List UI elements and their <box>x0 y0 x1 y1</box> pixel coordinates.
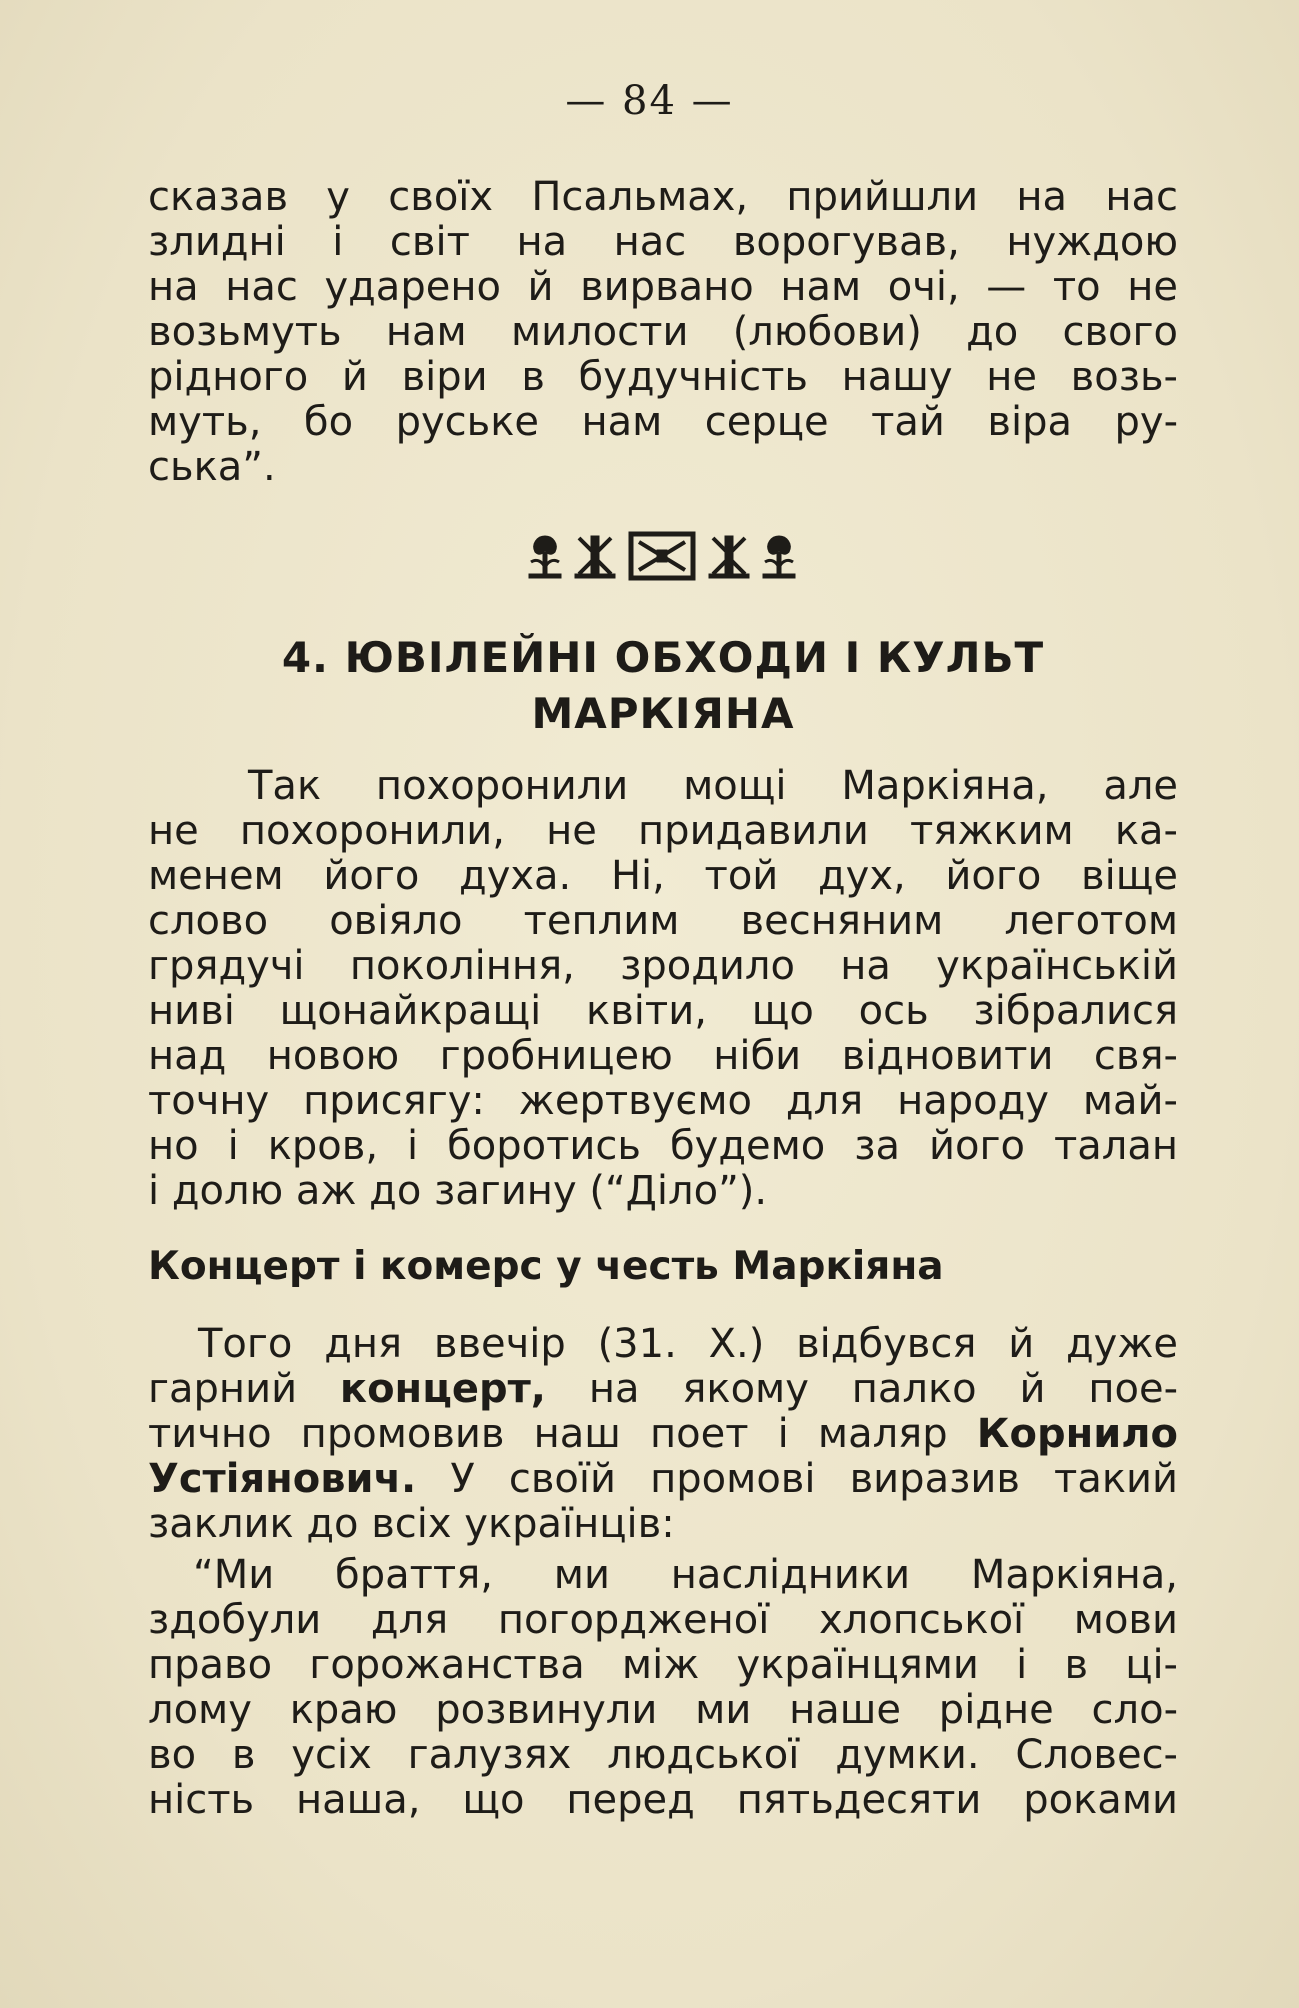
text-line <box>148 1412 1178 1457</box>
text-line: сказав у своїх Псальмах, прийшли на нас <box>148 175 1178 220</box>
text-line: Так похоронили мощі Маркіяна, але <box>248 764 1178 809</box>
text-line: ська”. <box>148 445 276 490</box>
text-line: над новою гробницею ніби відновити свя- <box>148 1034 1178 1079</box>
page-body <box>148 175 1178 1823</box>
text-line: заклик до всіх українців: <box>148 1502 675 1547</box>
subheading: Концерт і комерс у честь Маркіяна <box>148 1244 944 1289</box>
paragraph <box>148 1322 1178 1547</box>
text-line: грядучі покоління, зродило на українській <box>148 944 1178 989</box>
text-line: на нас ударено й вирвано нам очі, — то не <box>148 265 1178 310</box>
text-span: на якому палко й пое- <box>588 1367 1178 1412</box>
text-line: ниві щонайкращі квіти, що ось зібралися <box>148 989 1178 1034</box>
section-heading-line: МАРКІЯНА <box>531 689 795 738</box>
text-line <box>148 1457 1178 1502</box>
paragraph-continuation <box>148 175 1178 490</box>
page-number: — 84 — <box>565 78 734 124</box>
text-line: лому краю розвинули ми наше рідне сло- <box>148 1688 1178 1733</box>
ornament-icon <box>523 528 803 584</box>
floral-ornament <box>148 528 1178 584</box>
text-line: не похоронили, не придавили тяжким ка- <box>148 809 1178 854</box>
section-heading <box>148 630 1178 742</box>
text-span: тично промовив наш поет і маляр <box>148 1412 948 1457</box>
text-line: здобули для погордженої хлопської мови <box>148 1598 1178 1643</box>
bold-term: концерт, <box>339 1367 546 1412</box>
text-line: во в усіх галузях людської думки. Словес- <box>148 1733 1178 1778</box>
text-line: “Ми браття, ми наслідники Маркіяна, <box>193 1553 1178 1598</box>
text-line: ність наша, що перед пятьдесяти роками <box>148 1778 1178 1823</box>
text-line: Того дня ввечір (31. X.) відбувся й дуже <box>198 1322 1178 1367</box>
text-line: возьмуть нам милости (любови) до свого <box>148 310 1178 355</box>
text-span: гарний <box>148 1367 298 1412</box>
bold-name: Корнило <box>976 1412 1178 1457</box>
text-line <box>148 1367 1178 1412</box>
text-line: точну присягу: жертвуємо для народу май- <box>148 1079 1178 1124</box>
quotation <box>148 1553 1178 1823</box>
paragraph <box>148 764 1178 1214</box>
text-line: рідного й віри в будучність нашу не возь- <box>148 355 1178 400</box>
text-line: но і кров, і боротись будемо за його талан <box>148 1124 1178 1169</box>
text-line: слово овіяло теплим весняним леготом <box>148 899 1178 944</box>
text-span: У своїй промові виразив такий <box>450 1457 1178 1502</box>
text-line: злидні і світ на нас ворогував, нуждою <box>148 220 1178 265</box>
text-line: менем його духа. Ні, той дух, його віще <box>148 854 1178 899</box>
text-line: право горожанства між українцями і в ці- <box>148 1643 1178 1688</box>
bold-name: Устіянович. <box>148 1457 417 1502</box>
section-heading-line: 4. ЮВІЛЕЙНІ ОБХОДИ І КУЛЬТ <box>281 633 1045 682</box>
text-line: і долю аж до загину (“Діло”). <box>148 1169 768 1214</box>
text-line: муть, бо руське нам серце тай віра ру- <box>148 400 1178 445</box>
